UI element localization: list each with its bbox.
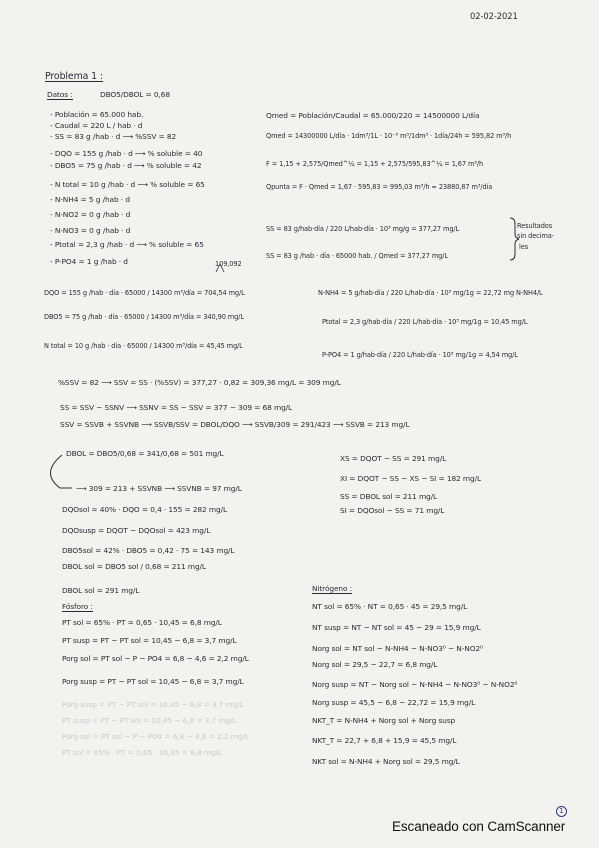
brace-note: Resultados [517, 222, 553, 230]
qmed-definition: Qmed = Población/Caudal = 65.000/220 = 14500000 L/día [266, 111, 480, 120]
solids-result: SS = DBOL sol = 211 mg/L [340, 492, 438, 501]
dato-item: - DQO = 155 g /hab · d ⟶ % soluble = 40 [50, 149, 203, 158]
peak-factor: F = 1,15 + 2,575/Qmed^¼ = 1,15 + 2,575/595,83^¼ = 1,67 m³/h [266, 160, 484, 168]
datos-label: Datos : [47, 90, 73, 99]
solids-line: DBO5sol = 42% · DBO5 = 0,42 · 75 = 143 mg/L [62, 546, 235, 555]
solids-line: %SSV = 82 ⟶ SSV = SS · (%SSV) = 377,27 · 0,82 = 309,36 mg/L = 309 mg/L [58, 378, 341, 387]
dato-item: - N total = 10 g /hab · d ⟶ % soluble = 65 [50, 180, 205, 189]
dqo-concentration: DQO = 155 g /hab · día · 65000 / 14300 m³/día = 704,54 mg/L [44, 289, 245, 297]
ntotal-concentration: N total = 10 g /hab · día · 65000 / 14300 m³/día = 45,45 mg/L [44, 342, 243, 350]
brace-note: les [519, 243, 529, 251]
solids-result: SI = DQOsol − SS = 71 mg/L [340, 506, 445, 515]
nitrogeno-line: NT susp = NT − NT sol = 45 − 29 = 15,9 mg/L [312, 623, 481, 632]
brace-stroke [510, 218, 519, 260]
brace-note: sin decima- [517, 232, 554, 240]
solids-line: DQOsol = 40% · DQO = 0,4 · 155 = 282 mg/L [62, 505, 227, 514]
ss-concentration-2: SS = 83 g /hab · día · 65000 hab. / Qmed = 377,27 mg/L [266, 252, 448, 260]
dato-item: - DBO5 = 75 g /hab · d ⟶ % soluble = 42 [50, 161, 202, 170]
solids-result: XI = DQOT − SS − XS − SI = 182 mg/L [340, 474, 482, 483]
faint-line: Porg sol = PT sol − P − PO4 = 6,8 − 4,6 = 2,2 mg/L [62, 732, 249, 741]
fosforo-line: PT sol = 65% · PT = 0,65 · 10,45 = 6,8 mg/L [62, 618, 222, 627]
qpunta: Qpunta = F · Qmed = 1,67 · 595,83 = 995,03 m³/h ≈ 23880,87 m³/día [266, 183, 493, 191]
dato-item: - N-NO3 = 0 g /hab · d [50, 226, 131, 235]
ratio-dbo: DBO5/DBOL = 0,68 [100, 90, 170, 99]
solids-line: SSV = SSVB + SSVNB ⟶ SSVB/SSV = DBOL/DQO ⟶ SSVB/309 = 291/423 ⟶ SSVB = 213 mg/L [60, 420, 410, 429]
dato-item: - SS = 83 g /hab · d ⟶ %SSV = 82 [50, 132, 177, 141]
scanner-watermark: Escaneado con CamScanner [392, 819, 566, 834]
faint-line: PT susp = PT − PT sol = 10,45 − 6,8 = 3,7 mg/L [62, 716, 237, 725]
dato-item: - Caudal = 220 L / hab · d [50, 121, 143, 130]
dbo5-concentration: DBO5 = 75 g /hab · día · 65000 / 14300 m³/día = 340,90 mg/L [44, 313, 244, 321]
nitrogeno-line: NKT_T = N-NH4 + Norg sol + Norg susp [312, 716, 456, 725]
overnote-arrow [216, 264, 224, 272]
nitrogeno-line: Norg susp = 45,5 − 6,8 − 22,72 = 15,9 mg/L [312, 698, 476, 707]
dato-item: - N-NO2 = 0 g /hab · d [50, 210, 131, 219]
fosforo-line: Porg susp = PT − PT sol = 10,45 − 6,8 = 3,7 mg/L [62, 677, 244, 686]
solids-result: XS = DQOT − SS = 291 mg/L [340, 454, 447, 463]
dato-item: - Población = 65.000 hab. [50, 110, 144, 119]
ptotal-concentration: Ptotal = 2,3 g/hab·día / 220 L/hab·día · 10³ mg/1g = 10,45 mg/L [322, 318, 528, 326]
curved-arrow-stroke [50, 455, 72, 488]
page-number-badge: 1 [556, 806, 567, 817]
ppo4-concentration: P-PO4 = 1 g/hab·día / 220 L/hab·día · 10³ mg/1g = 4,54 mg/L [322, 351, 518, 359]
qmed-conversion: Qmed = 14300000 L/día · 1dm³/1L · 10⁻³ m³/1dm³ · 1día/24h = 595,82 m³/h [266, 132, 512, 140]
solids-line: DBOL = DBO5/0,68 = 341/0,68 = 501 mg/L [66, 449, 224, 458]
problem-title: Problema 1 : [45, 71, 103, 82]
nitrogeno-line: Norg sol = NT sol − N-NH4 − N-NO3⁰ − N-NO2⁰ [312, 644, 483, 653]
nitrogeno-line: NKT_T = 22,7 + 6,8 + 15,9 = 45,5 mg/L [312, 736, 457, 745]
fosforo-line: PT susp = PT − PT sol = 10,45 − 6,8 = 3,7 mg/L [62, 636, 237, 645]
dato-item: - P-PO4 = 1 g /hab · d [50, 257, 128, 266]
fosforo-line: Porg sol = PT sol − P − PO4 = 6,8 − 4,6 = 2,2 mg/L [62, 654, 249, 663]
nitrogeno-title: Nitrógeno : [312, 584, 353, 593]
nitrogeno-line: Norg susp = NT − Norg sol − N-NH4 − N-NO3⁰ − N-NO2⁰ [312, 680, 518, 689]
nitrogeno-line: NT sol = 65% · NT = 0,65 · 45 = 29,5 mg/L [312, 602, 468, 611]
nnh4-concentration: N-NH4 = 5 g/hab·día / 220 L/hab·día · 10³ mg/1g = 22,72 mg N-NH4/L [318, 289, 543, 297]
faint-line: PT sol = 65% · PT = 0,65 · 10,45 = 6,8 mg/L [62, 748, 222, 757]
nitrogeno-line: Norg sol = 29,5 − 22,7 = 6,8 mg/L [312, 660, 438, 669]
fosforo-title: Fósforo : [62, 602, 93, 611]
date: 02-02-2021 [470, 11, 518, 21]
dato-item: - Ptotal = 2,3 g /hab · d ⟶ % soluble = 65 [50, 240, 204, 249]
solids-line: ⟶ 309 = 213 + SSVNB ⟶ SSVNB = 97 mg/L [76, 484, 242, 493]
overnote-value: 109,092 [215, 260, 242, 268]
solids-line: DBOL sol = DBO5 sol / 0,68 = 211 mg/L [62, 562, 206, 571]
faint-line: Porg susp = PT − PT sol = 10,45 − 6,8 = 3,7 mg/L [62, 700, 244, 709]
solids-line: SS = SSV − SSNV ⟶ SSNV = SS − SSV = 377 − 309 = 68 mg/L [60, 403, 293, 412]
nitrogeno-line: NKT sol = N-NH4 + Norg sol = 29,5 mg/L [312, 757, 460, 766]
solids-line: DQOsusp = DQOT − DQOsol = 423 mg/L [62, 526, 211, 535]
ss-concentration-1: SS = 83 g/hab·día / 220 L/hab·día · 10³ mg/g = 377,27 mg/L [266, 225, 460, 233]
solids-line: DBOL sol = 291 mg/L [62, 586, 140, 595]
dato-item: - N-NH4 = 5 g /hab · d [50, 195, 130, 204]
